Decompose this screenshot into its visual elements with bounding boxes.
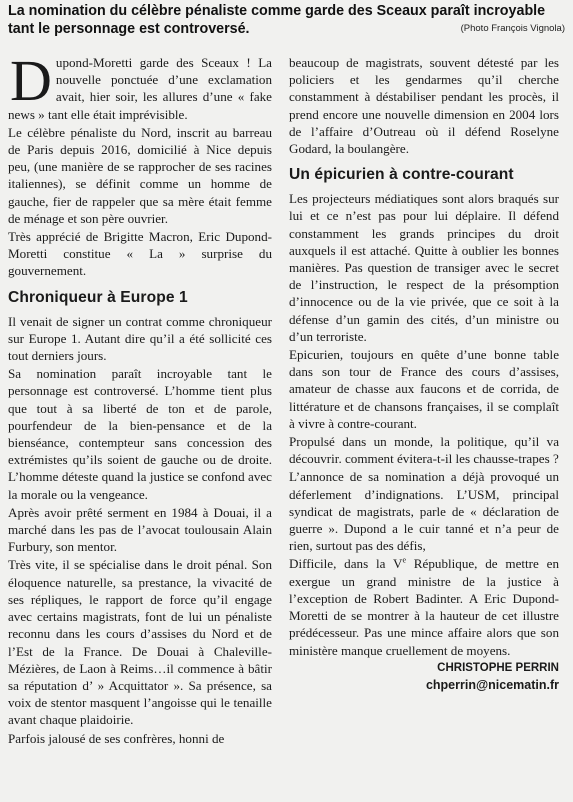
drop-cap: D	[10, 48, 52, 113]
article-column-right	[289, 54, 559, 694]
caption-text: La nomination du célèbre pénaliste comme garde des Sceaux paraît incroyable tant le personnage est controversé.	[8, 3, 546, 37]
paragraph: Parfois jalousé de ses confrères, honni de	[8, 730, 225, 746]
paragraph: beaucoup de magistrats, souvent détesté par les policiers et les gendarmes qu’il cherche constamment à déstabiliser pendant les procès, il prend encore une nouvelle dimension en 2004 lors de l’affaire d’Outreau où il défend Roselyne Godard, la boulangère.	[289, 55, 559, 157]
paragraph: Très apprécié de Brigitte Macron, Eric Dupond-Moretti constitue « La » surprise du gouvernement.	[8, 229, 272, 279]
paragraph: Il venait de signer un contrat comme chroniqueur sur Europe 1. Autant dire qu’il a été sollicité ces tout derniers jours.	[8, 313, 272, 364]
subheading-chroniqueur: Chroniqueur à Europe 1	[8, 288, 188, 306]
author-email[interactable]: chperrin@nicematin.fr	[425, 677, 559, 692]
author-name: CHRISTOPHE PERRIN	[437, 661, 559, 674]
lead-paragraph: Dupond-Moretti garde des Sceaux ! La nouvelle ponctuée d’une exclamation avait, hier soir, les allures d’une « fake news » tant elle était imprévisible.	[8, 48, 272, 122]
subheading-epicurien: Un épicurien à contre-courant	[289, 166, 514, 184]
article-column-left	[8, 48, 272, 747]
paragraph: Epicurien, toujours en quête d’une bonne table dans son tour de France des cours d’assises, amateur de chasse aux faucons et de corrida, de littérature et de chansons françaises, il se complaît à vivre à contre-courant.	[289, 347, 559, 431]
paragraph: Difficile, dans la Ve République, de mettre en exergue un grand ministre de la justice à l’exception de Robert Badinter. A Eric Dupond-Moretti de se montrer à la hauteur de cet illustre prédécesseur. Pas une mince affaire alors que son ministère manque cruellement de moyens.	[289, 556, 559, 658]
paragraph: L’annonce de sa nomination a déjà provoqué un déferlement d’indignations. L’USM, principal syndicat de magistrats, parle de « déclaration de guerre ». Dupond a le cuir tanné et n’a peur de rien, surtout pas des défis,	[289, 469, 559, 554]
paragraph: Sa nomination paraît incroyable tant le personnage est controversé. L’homme tient plus que tout à sa liberté de ton et de parole, pourfendeur de la bien-pensance et de la bienséance, contempteur sans concession des extrémistes qu’ils soient de gauche ou de droite. L’homme déteste quand la justice se confond avec la morale ou la vengeance.	[8, 366, 272, 502]
paragraph: Le célèbre pénaliste du Nord, inscrit au barreau de Paris depuis 2016, domicilié à Nice depuis peu, (une manière de se rapprocher de ses racines italiennes), se définit comme un homme de gauche, fier de rappeler que sa mère était femme de ménage et son père ouvrier.	[8, 124, 272, 226]
paragraph: Très vite, il se spécialise dans le droit pénal. Son éloquence naturelle, sa prestance, la vivacité de ses répliques, le rapport de force qu’il engage avec certains magistrats, font de lui un pénaliste reconnu dans les cours d’assises du Nord et de l’Est de la France. De Douai à Chaleville-Mézières, de Laon à Reims…il commence à bâtir sa réputation d’ » Acquittator ». Sa présence, sa voix de stentor masquent l’angoisse qui le tenaille avant chaque plaidoirie.	[8, 557, 272, 728]
paragraph: Les projecteurs médiatiques sont alors braqués sur lui et ce n’est pas pour lui déplaire. Il défend constamment les grands principes du droit auxquels il est attaché. Quitte à oublier les bonnes manières. Pas question de transiger avec le secret de l’instruction, le respect de la présomption d’innocence ou de la vie privée, que ce soit à la défense d’un gamin des cités, d’un ministre ou d’un terroriste.	[289, 191, 559, 344]
photo-credit: (Photo François Vignola)	[460, 23, 565, 34]
paragraph: Après avoir prêté serment en 1984 à Douai, il a marché dans les pas de l’avocat toulousain Alain Furbury, son mentor.	[8, 504, 272, 555]
paragraph: Propulsé dans un monde, la politique, qu’il va découvrir. comment évitera-t-il les chausse-trapes ?	[289, 434, 559, 467]
